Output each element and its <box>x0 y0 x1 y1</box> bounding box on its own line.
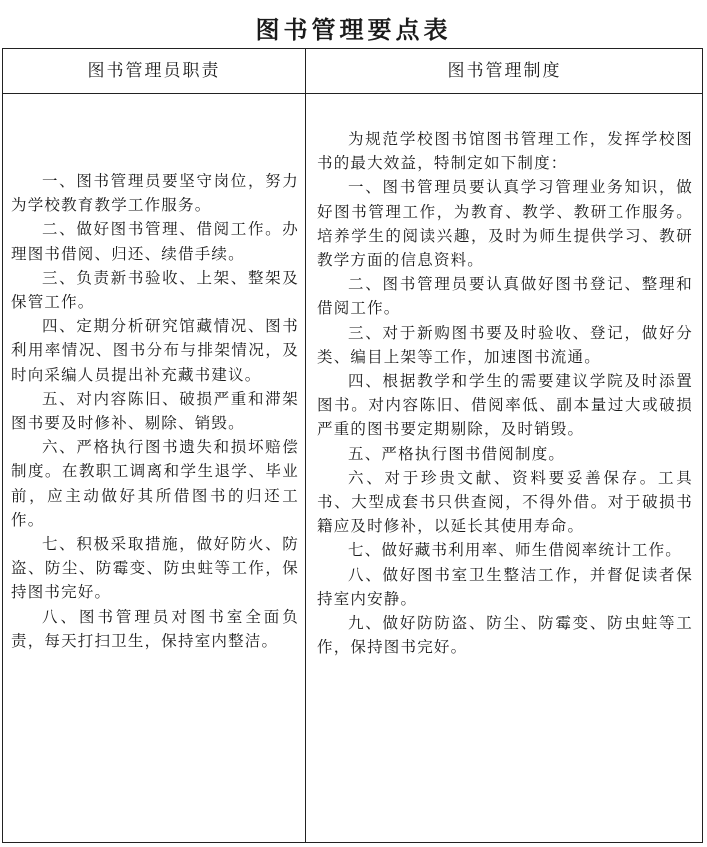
rule-paragraph: 六、对于珍贵文献、资料要妥善保存。工具书、大型成套书只供查阅，不得外借。对于破损书籍应及时修补，以延长其使用寿命。 <box>317 468 693 536</box>
column-divider <box>305 49 306 842</box>
rule-paragraph: 二、图书管理员要认真做好图书登记、整理和借阅工作。 <box>317 275 693 318</box>
rule-paragraph: 九、做好防防盗、防尘、防霉变、防虫蛀等工作，保持图书完好。 <box>317 614 693 657</box>
points-table <box>2 48 703 843</box>
duty-paragraph: 五、对内容陈旧、破损严重和滞架图书要及时修补、剔除、销毁。 <box>11 389 299 433</box>
rule-paragraph: 三、对于新购图书要及时验收、登记，做好分类、编目上架等工作，加速图书流通。 <box>317 323 693 366</box>
rule-paragraph: 为规范学校图书馆图书管理工作，发挥学校图书的最大效益，特制定如下制度： <box>317 130 693 173</box>
duty-paragraph: 六、严格执行图书遗失和损坏赔偿制度。在教职工调离和学生退学、毕业前，应主动做好其所借图书的归还工作。 <box>11 438 299 529</box>
duty-paragraph: 二、做好图书管理、借阅工作。办理图书借阅、归还、续借手续。 <box>11 220 299 263</box>
rule-paragraph: 五、严格执行图书借阅制度。 <box>348 444 566 463</box>
rules-column <box>317 127 693 659</box>
header-librarian-duties: 图书管理员职责 <box>87 61 221 81</box>
header-library-rules: 图书管理制度 <box>447 61 562 81</box>
duties-column <box>11 169 299 653</box>
header-divider <box>3 93 702 94</box>
page-title: 图书管理要点表 <box>255 15 452 44</box>
duty-paragraph: 四、定期分析研究馆藏情况、图书利用率情况、图书分布与排架情况，及时向采编人员提出补充藏书建议。 <box>11 317 299 384</box>
rule-paragraph: 一、图书管理员要认真学习管理业务知识，做好图书管理工作，为教育、教学、教研工作服务。培养学生的阅读兴趣，及时为师生提供学习、教研教学方面的信息资料。 <box>317 178 693 270</box>
duty-paragraph: 一、图书管理员要坚守岗位，努力为学校教育教学工作服务。 <box>11 172 299 215</box>
duty-paragraph: 八、图书管理员对图书室全面负责，每天打扫卫生，保持室内整洁。 <box>11 607 299 650</box>
duty-paragraph: 七、积极采取措施，做好防火、防盗、防尘、防霉变、防虫蛀等工作，保持图书完好。 <box>11 535 299 602</box>
rule-paragraph: 七、做好藏书利用率、师生借阅率统计工作。 <box>348 541 683 560</box>
rule-paragraph: 四、根据教学和学生的需要建议学院及时添置图书。对内容陈旧、借阅率低、副本量过大或破损严重的图书要定期剔除，及时销毁。 <box>317 372 693 439</box>
rule-paragraph: 八、做好图书室卫生整洁工作，并督促读者保持室内安静。 <box>317 565 693 608</box>
duty-paragraph: 三、负责新书验收、上架、整架及保管工作。 <box>11 268 299 312</box>
